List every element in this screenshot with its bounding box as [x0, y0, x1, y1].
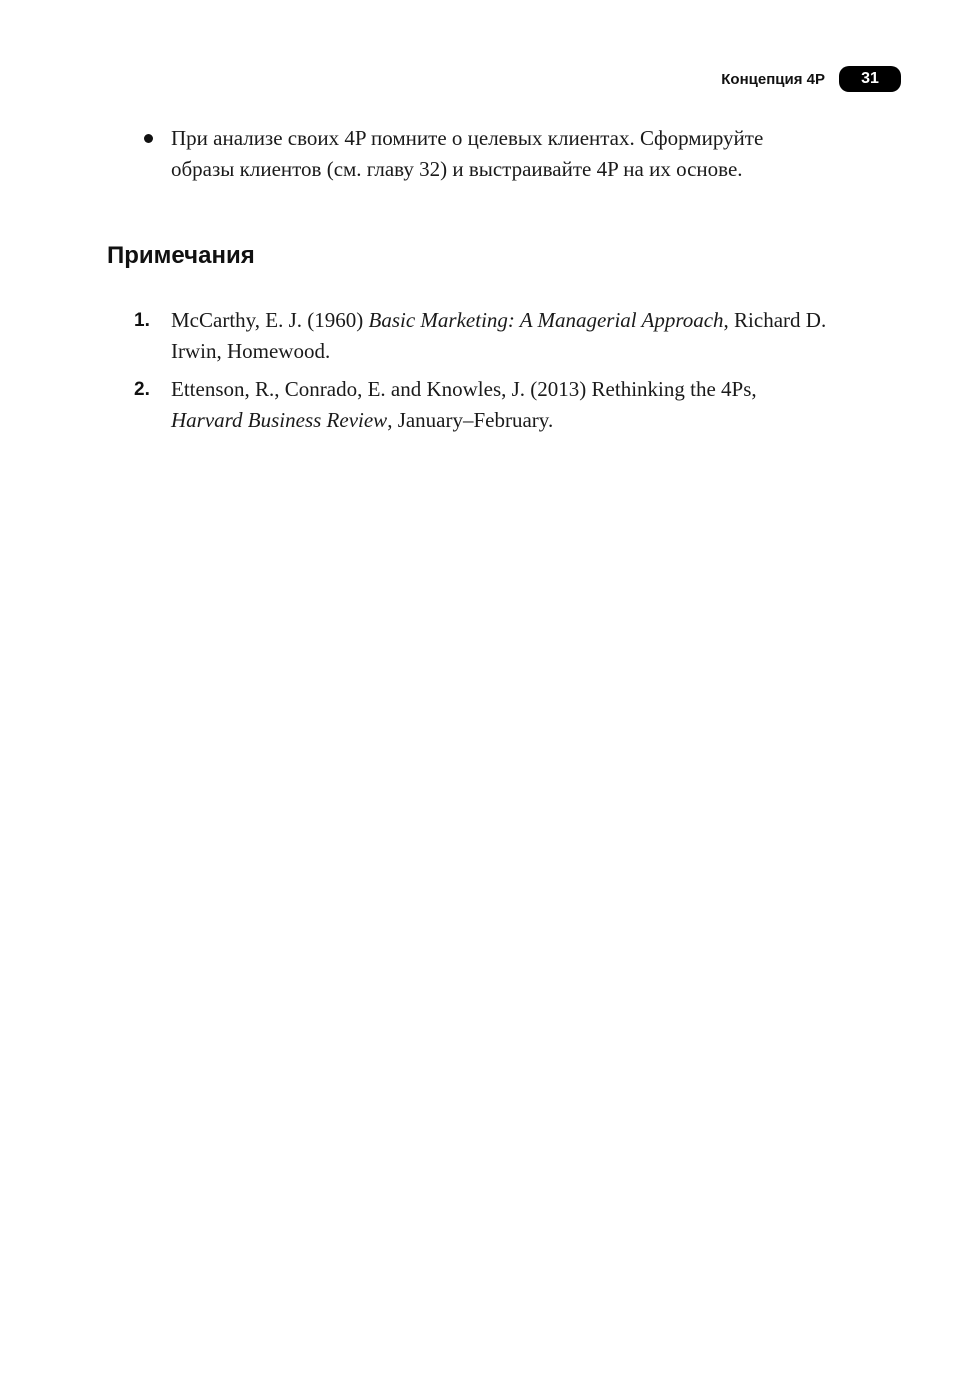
running-title: Концепция 4P — [721, 70, 825, 88]
note-text-post: , January–February. — [387, 408, 554, 432]
note-text-pre: Ettenson, R., Conrado, E. and Knowles, J. (2013) Rethinking the 4Ps, — [171, 377, 757, 401]
page-number-badge: 31 — [839, 66, 901, 92]
bullet-dot-icon — [144, 134, 153, 143]
note-text-post: , Richard D. Irwin, Homewood. — [171, 308, 827, 363]
note-text-italic-title: Basic Marketing: A Managerial Approach — [368, 308, 724, 332]
notes-list — [134, 305, 830, 443]
bullet-text: При анализе своих 4P помните о целевых клиентах. Сформируйте образы клиентов (см. главу 32) и выстраивайте 4P на их основе. — [171, 126, 764, 181]
note-item — [134, 374, 830, 436]
note-text — [171, 374, 830, 436]
note-text-pre: McCarthy, E. J. (1960) — [171, 308, 369, 332]
note-number: 1. — [134, 310, 150, 331]
running-header — [721, 66, 901, 92]
bullet-item — [140, 123, 830, 185]
note-item — [134, 305, 830, 367]
note-text — [171, 305, 830, 367]
note-number: 2. — [134, 379, 150, 400]
notes-heading: Примечания — [107, 242, 255, 269]
note-text-italic-title: Harvard Business Review — [171, 408, 388, 432]
